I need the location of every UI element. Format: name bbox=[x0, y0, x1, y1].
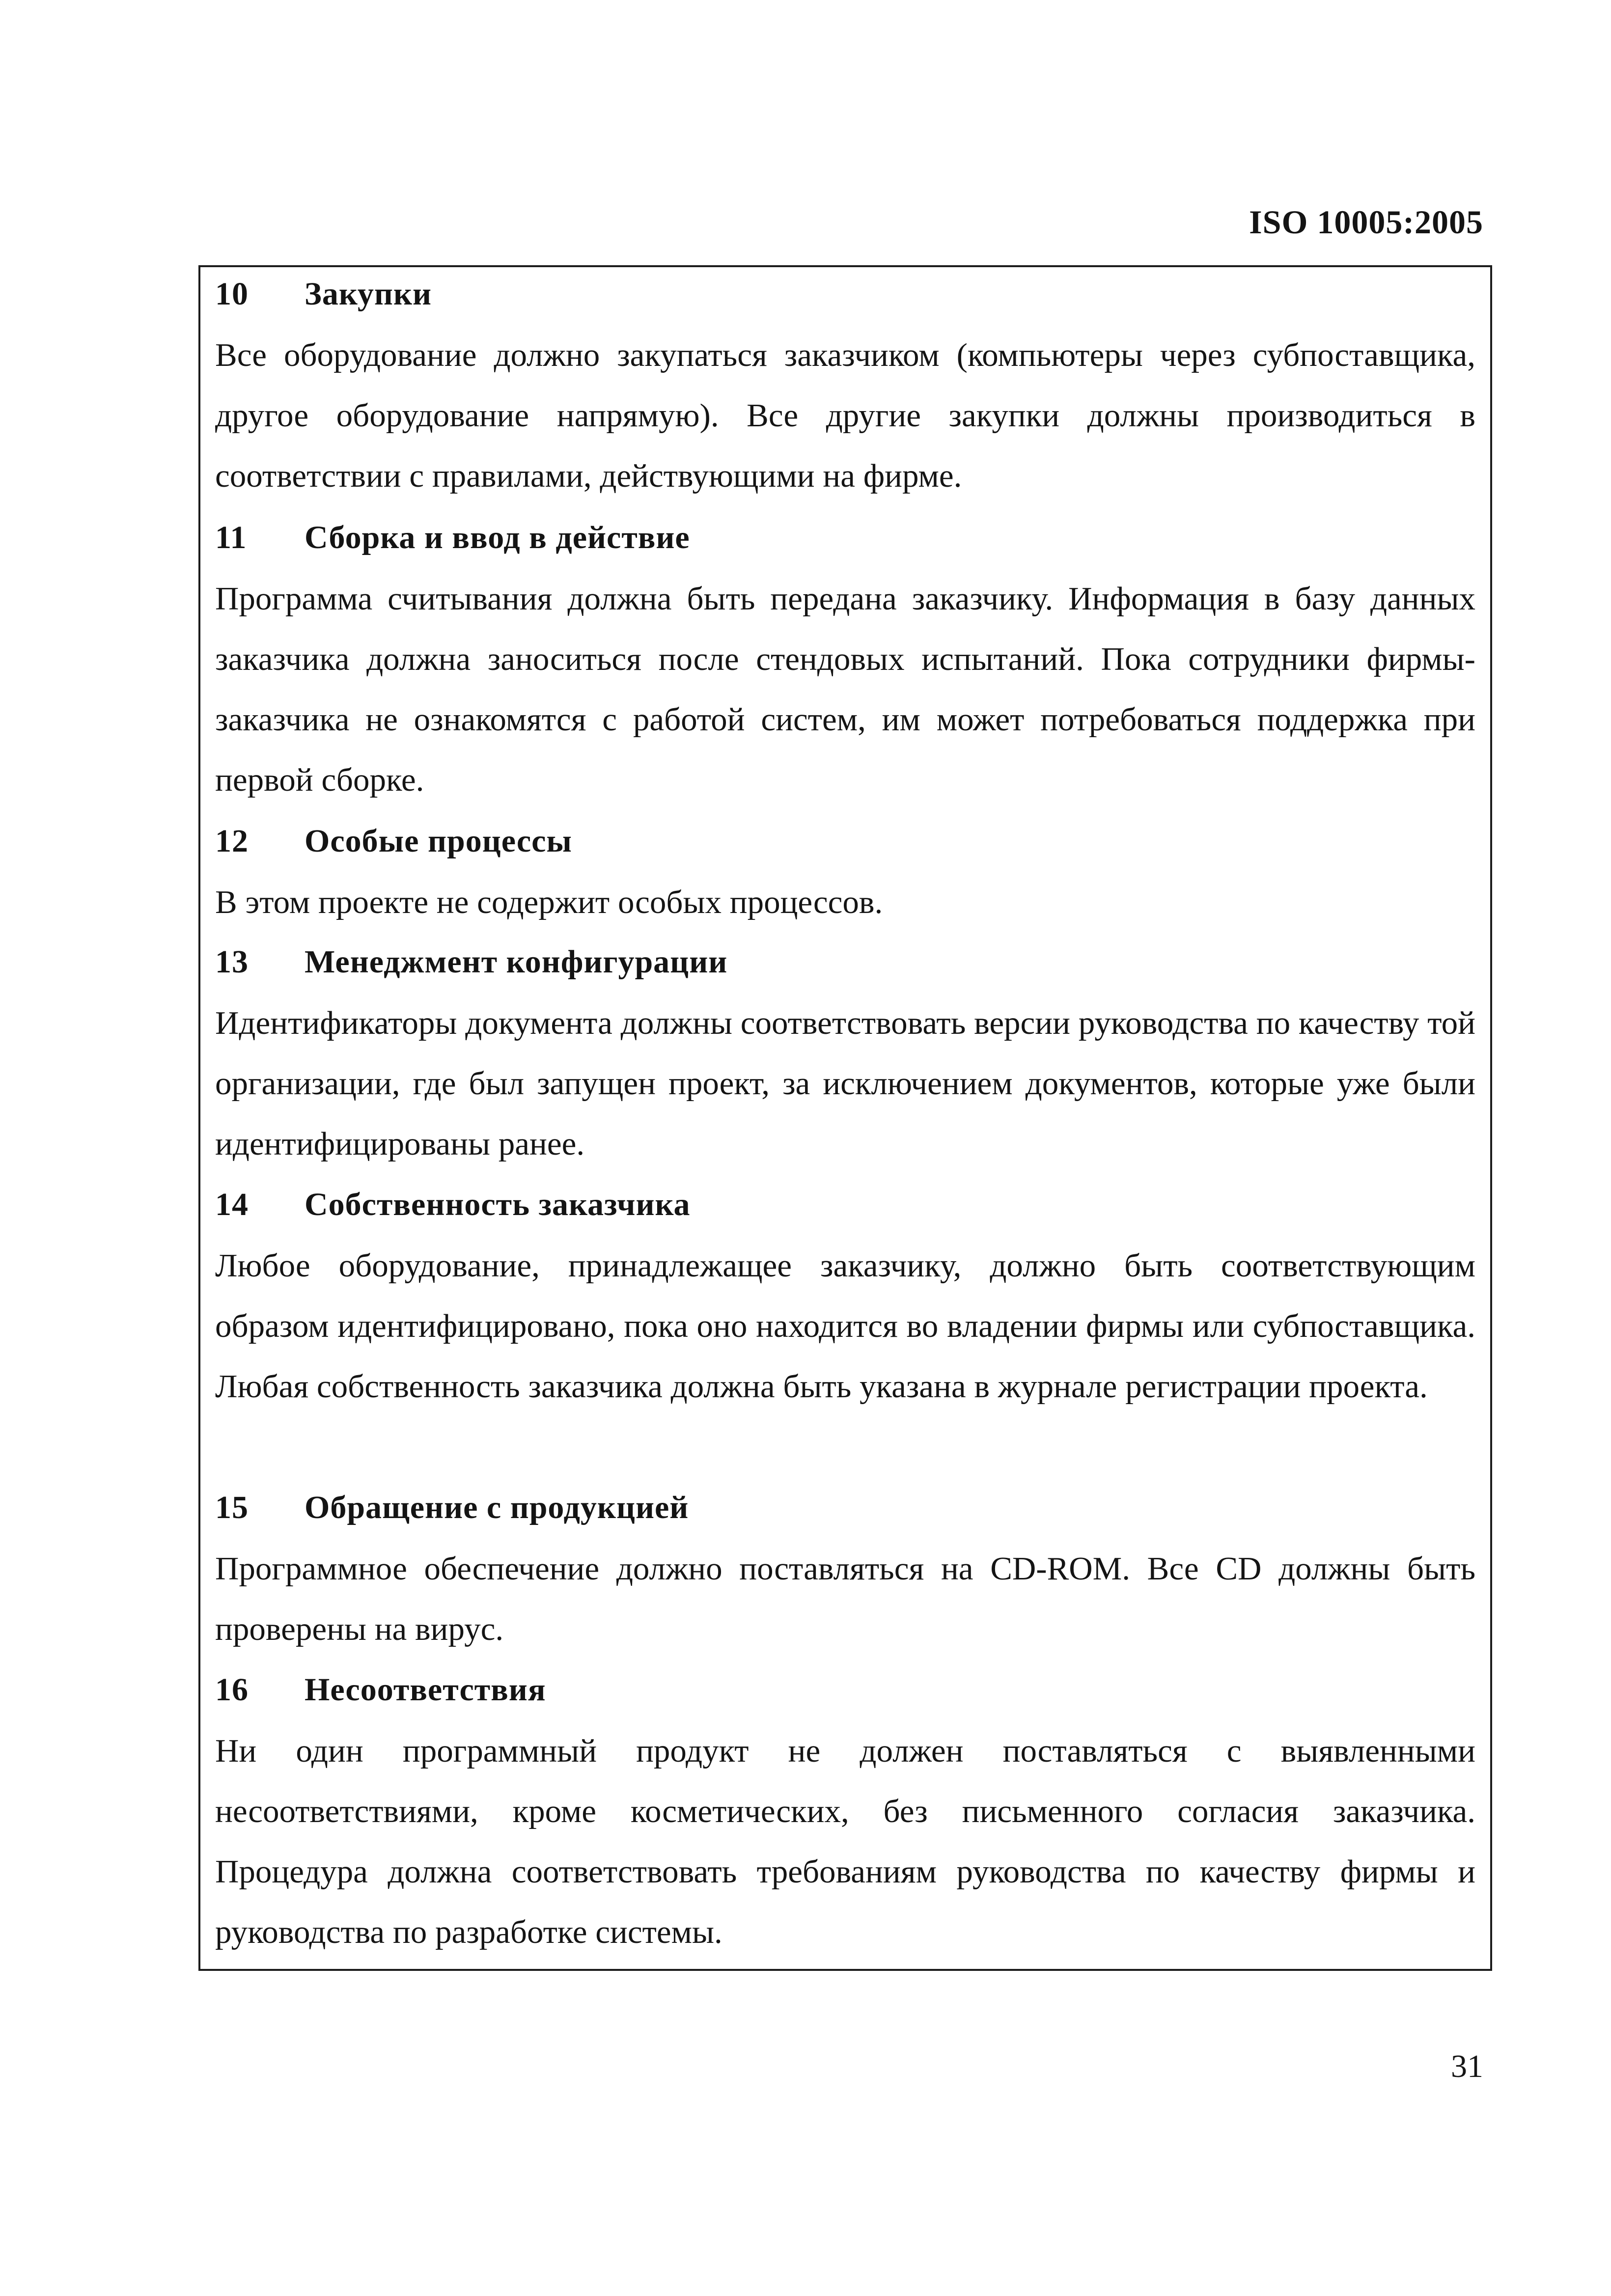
section-heading bbox=[215, 522, 1475, 554]
section-heading bbox=[215, 1189, 1475, 1221]
section-heading bbox=[215, 825, 1475, 858]
section-12 bbox=[215, 825, 1475, 933]
section-body: Ни один программный продукт не должен поставляться с выявленными несоответствиями, кроме косметических, без письменного согласия заказчика. Процедура должна соответствовать требованиям руководства по качеству фирмы и руководства по разработке системы. bbox=[215, 1733, 1475, 1950]
page-number: 31 bbox=[1451, 2048, 1483, 2084]
section-number: 13 bbox=[215, 944, 249, 980]
section-title: Менеджмент конфигурации bbox=[305, 944, 728, 980]
document-code: ISO 10005:2005 bbox=[1249, 203, 1483, 241]
section-11 bbox=[215, 522, 1475, 810]
section-number: 12 bbox=[215, 823, 249, 859]
section-heading bbox=[215, 1492, 1475, 1524]
section-title: Закупки bbox=[305, 276, 432, 312]
section-number: 14 bbox=[215, 1187, 249, 1222]
section-15 bbox=[215, 1492, 1475, 1660]
section-title: Обращение с продукцией bbox=[305, 1490, 689, 1525]
section-number: 15 bbox=[215, 1490, 249, 1525]
section-body: В этом проекте не содержит особых процессов. bbox=[215, 884, 883, 920]
content-frame bbox=[198, 265, 1492, 1971]
section-14 bbox=[215, 1189, 1475, 1417]
section-heading bbox=[215, 946, 1475, 978]
section-body: Программное обеспечение должно поставляться на CD-ROM. Все CD должны быть проверены на вирус. bbox=[215, 1550, 1475, 1647]
section-title: Сборка и ввод в действие bbox=[305, 520, 690, 555]
section-heading bbox=[215, 278, 1475, 310]
section-number: 16 bbox=[215, 1672, 249, 1708]
section-body: Все оборудование должно закупаться заказчиком (компьютеры через субпоставщика, другое оборудование напрямую). Все другие закупки должны производиться в соответствии с правилами, действующими на фирме. bbox=[215, 337, 1475, 494]
section-13 bbox=[215, 946, 1475, 1174]
section-16 bbox=[215, 1674, 1475, 1963]
section-title: Собственность заказчика bbox=[305, 1187, 691, 1222]
section-body: Идентификаторы документа должны соответствовать версии руководства по качеству той организации, где был запущен проект, за исключением документов, которые уже были идентифицированы ранее. bbox=[215, 1005, 1475, 1162]
section-10 bbox=[215, 278, 1475, 506]
section-number: 10 bbox=[215, 276, 249, 312]
section-title: Особые процессы bbox=[305, 823, 572, 859]
section-body: Программа считывания должна быть передана заказчику. Информация в базу данных заказчика должна заноситься после стендовых испытаний. Пока сотрудники фирмы-заказчика не ознакомятся с работой систем, им может потребоваться поддержка при первой сборке. bbox=[215, 581, 1475, 798]
section-heading bbox=[215, 1674, 1475, 1706]
section-number: 11 bbox=[215, 520, 247, 555]
section-title: Несоответствия bbox=[305, 1672, 546, 1708]
section-body: Любое оборудование, принадлежащее заказчику, должно быть соответствующим образом идентифицировано, пока оно находится во владении фирмы или субпоставщика. Любая собственность заказчика должна быть указана в журнале регистрации проекта. bbox=[215, 1247, 1475, 1405]
